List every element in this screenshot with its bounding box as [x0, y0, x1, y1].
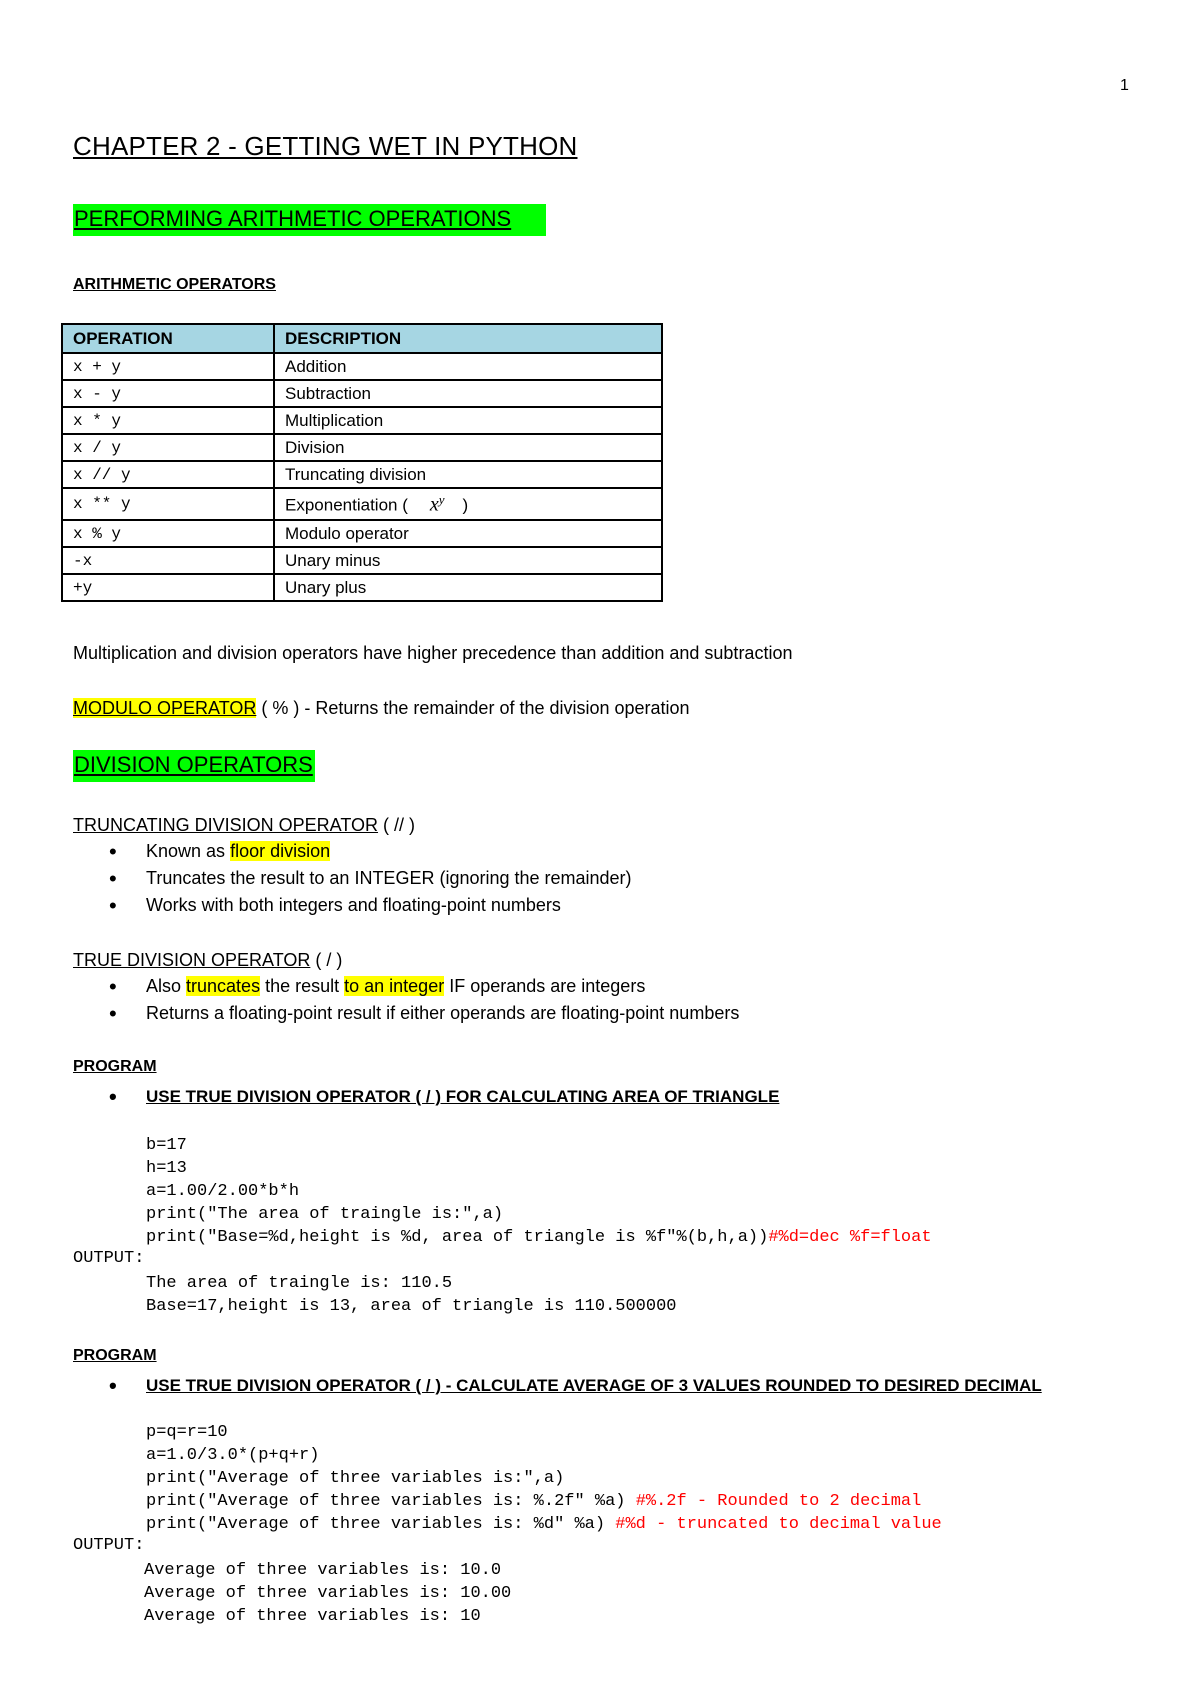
code-text: print("Average of three variables is: %d" %a): [146, 1515, 616, 1534]
list-item: • Returns a floating-point result if either operands are floating-point numbers: [73, 1000, 739, 1027]
true-division-title: TRUE DIVISION OPERATOR: [73, 950, 311, 970]
true-division-heading: [73, 950, 342, 971]
code-comment: #%d=dec %f=float: [768, 1228, 932, 1247]
description-cell: Truncating division: [274, 461, 662, 488]
code-text: print("Base=%d,height is %d, area of triangle is %f"%(b,h,a)): [146, 1228, 769, 1247]
table-row: [62, 547, 662, 574]
highlight-truncates: truncates: [186, 976, 261, 996]
true-division-symbol: ( / ): [310, 950, 343, 970]
operation-cell: x ** y: [62, 488, 274, 520]
code-line: print("Average of three variables is:",a): [146, 1469, 565, 1488]
description-cell: Division: [274, 434, 662, 461]
program-1-list: [73, 1083, 779, 1110]
table-row: [62, 461, 662, 488]
output-line: The area of traingle is: 110.5: [146, 1274, 453, 1293]
math-exponent-y: y: [438, 491, 445, 507]
output-line: Average of three variables is: 10.00: [144, 1584, 512, 1603]
table-row: [62, 520, 662, 547]
description-text: Exponentiation (: [285, 495, 408, 515]
code-line: a=1.00/2.00*b*h: [146, 1182, 300, 1201]
table-row: [62, 434, 662, 461]
code-line: b=17: [146, 1136, 187, 1155]
description-cell: Unary plus: [274, 574, 662, 601]
operation-cell: +y: [62, 574, 274, 601]
description-cell: Unary minus: [274, 547, 662, 574]
code-line: h=13: [146, 1159, 187, 1178]
highlight-floor-division: floor division: [230, 841, 331, 861]
code-comment: #%d - truncated to decimal value: [615, 1515, 942, 1534]
output-label: OUTPUT:: [73, 1249, 145, 1268]
list-item-text: IF operands are integers: [444, 976, 646, 996]
table-row: [62, 353, 662, 380]
operator-table: [61, 323, 663, 602]
section-heading-division: DIVISION OPERATORS: [73, 750, 315, 782]
output-block-1: [146, 1272, 677, 1318]
list-item: • Truncates the result to an INTEGER (ignoring the remainder): [73, 865, 632, 892]
truncating-division-title: TRUNCATING DIVISION OPERATOR: [73, 815, 379, 835]
precedence-text: Multiplication and division operators have higher precedence than addition and subtraction: [73, 643, 793, 663]
math-variable-x: x: [429, 493, 439, 516]
output-line: Average of three variables is: 10.0: [144, 1561, 502, 1580]
list-item: • Works with both integers and floating-point numbers: [73, 892, 632, 919]
operation-cell: x - y: [62, 380, 274, 407]
truncating-division-symbol: ( // ): [378, 815, 416, 835]
list-item: • USE TRUE DIVISION OPERATOR ( / ) FOR CALCULATING AREA OF TRIANGLE: [73, 1083, 779, 1110]
list-item-text: Known as: [146, 841, 231, 861]
list-item-text: the result: [260, 976, 345, 996]
output-label: OUTPUT:: [73, 1536, 145, 1555]
modulo-definition: [73, 698, 690, 719]
description-cell: Multiplication: [274, 407, 662, 434]
truncating-division-heading: [73, 815, 415, 836]
output-line: Base=17,height is 13, area of triangle is 110.500000: [146, 1297, 677, 1316]
code-line: a=1.0/3.0*(p+q+r): [146, 1446, 320, 1465]
description-cell: Subtraction: [274, 380, 662, 407]
operation-cell: x * y: [62, 407, 274, 434]
table-row: [62, 574, 662, 601]
highlight-to-an-integer: to an integer: [344, 976, 445, 996]
description-cell: Addition: [274, 353, 662, 380]
table-header-description: DESCRIPTION: [274, 324, 662, 353]
code-block-2: [146, 1421, 942, 1536]
table-row: [62, 380, 662, 407]
modulo-operator-label: MODULO OPERATOR: [73, 698, 257, 718]
table-header-row: [62, 324, 662, 353]
table-row: [62, 407, 662, 434]
operation-cell: x / y: [62, 434, 274, 461]
operation-cell: x + y: [62, 353, 274, 380]
modulo-operator-description: ( % ) - Returns the remainder of the division operation: [256, 698, 690, 718]
list-item: • USE TRUE DIVISION OPERATOR ( / ) - CALCULATE AVERAGE OF 3 VALUES ROUNDED TO DESIRED DECIMAL: [73, 1372, 1042, 1399]
truncating-division-list: [73, 838, 632, 919]
code-line: [146, 1490, 942, 1513]
table-row: [62, 488, 662, 520]
page-number: 1: [1120, 77, 1129, 94]
operation-cell: x % y: [62, 520, 274, 547]
code-line: [146, 1513, 942, 1536]
section-heading-arithmetic: PERFORMING ARITHMETIC OPERATIONS: [73, 204, 546, 236]
list-item: [73, 973, 739, 1000]
operation-cell: x // y: [62, 461, 274, 488]
description-close-paren: ): [462, 495, 469, 515]
list-item: [73, 838, 632, 865]
true-division-list: [73, 973, 739, 1027]
code-line: [146, 1226, 932, 1249]
description-cell: Modulo operator: [274, 520, 662, 547]
code-comment: #%.2f - Rounded to 2 decimal: [635, 1492, 922, 1511]
code-text: print("Average of three variables is: %.2f" %a): [146, 1492, 636, 1511]
code-block-1: [146, 1134, 932, 1249]
operation-cell: -x: [62, 547, 274, 574]
description-cell: [274, 488, 662, 520]
program-2-list: [73, 1372, 1042, 1399]
program-heading: PROGRAM: [73, 1347, 157, 1364]
arithmetic-operators-heading: ARITHMETIC OPERATORS: [73, 276, 276, 293]
code-line: p=q=r=10: [146, 1423, 228, 1442]
output-line: Average of three variables is: 10: [144, 1607, 481, 1626]
output-block-2: [144, 1559, 511, 1628]
chapter-title: CHAPTER 2 - GETTING WET IN PYTHON: [73, 131, 578, 161]
code-line: print("The area of traingle is:",a): [146, 1205, 504, 1224]
table-header-operation: OPERATION: [62, 324, 274, 353]
program-heading: PROGRAM: [73, 1058, 157, 1075]
list-item-text: Also: [146, 976, 187, 996]
